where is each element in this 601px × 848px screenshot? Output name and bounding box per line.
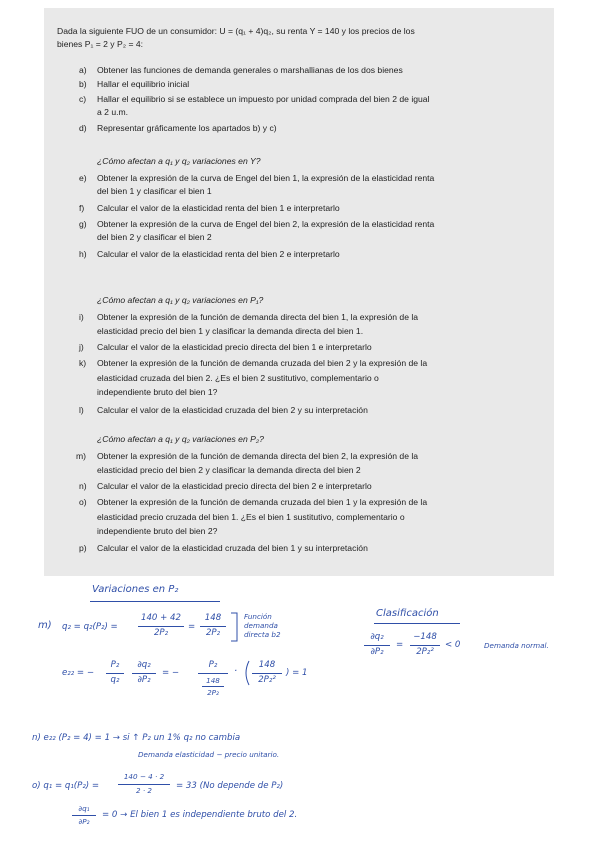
- item-n-line-1: Calcular el valor de la elasticidad precio directa del bien 2 e interpretarlo: [97, 481, 372, 491]
- item-h-line-1: Calcular el valor de la elasticidad renta del bien 2 e interpretarlo: [97, 249, 340, 259]
- notes-e22-eq: = −: [162, 668, 180, 678]
- notes-m-frac1-den: 2P₂: [153, 628, 169, 638]
- item-e-line-2: del bien 1 y clasificar el bien 1: [97, 186, 212, 196]
- item-j-line-1: Calcular el valor de la elasticidad precio directa del bien 1 e interpretarlo: [97, 342, 372, 352]
- notes-o-line-2: = 0 → El bien 1 es independiente bruto del 2.: [102, 810, 298, 820]
- item-label-b: b): [79, 79, 87, 89]
- notes-e22-f3-num: P₂: [208, 660, 218, 670]
- notes-clas-rden: 2P₂²: [416, 647, 434, 657]
- notes-o-d-num: ∂q₁: [78, 804, 90, 813]
- item-p-line-1: Calcular el valor de la elasticidad cruzada del bien 1 y su interpretación: [97, 543, 368, 553]
- item-f-line-1: Calcular el valor de la elasticidad renta del bien 1 e interpretarlo: [97, 203, 340, 213]
- notes-o-num: 140 − 4 · 2: [123, 772, 165, 781]
- notes-m-lhs: q₂ = q₂(P₂) =: [62, 622, 118, 632]
- notes-clas-den: ∂P₂: [370, 647, 384, 657]
- item-label-i: i): [79, 312, 84, 322]
- notes-clas-note: Demanda normal.: [484, 641, 549, 650]
- item-label-p: p): [79, 543, 87, 553]
- notes-n-line-2: Demanda elasticidad − precio unitario.: [138, 750, 280, 759]
- notes-m-note-1: Función: [244, 612, 272, 621]
- notes-o-result: = 33 (No depende de P₂): [176, 781, 284, 791]
- notes-e22-f2-bar: [132, 673, 156, 674]
- item-o-line-2: elasticidad precio cruzada del bien 1. ¿Es el bien 1 sustitutivo, complementario o: [97, 512, 405, 522]
- notes-e22-f3-den: 2P₂: [207, 688, 219, 697]
- notes-o-bar: [118, 784, 170, 785]
- item-c-line-1: Hallar el equilibrio si se establece un impuesto por unidad comprada del bien 2 de igual: [97, 94, 430, 104]
- intro-line-2: bienes P₁ = 2 y P₂ = 4:: [57, 39, 144, 49]
- item-label-o: o): [79, 497, 87, 507]
- notes-heading: Variaciones en P₂: [92, 584, 179, 595]
- item-k-line-1: Obtener la expresión de la función de demanda cruzada del bien 2 y la expresión de la: [97, 358, 428, 368]
- item-label-c: c): [79, 94, 87, 104]
- item-label-a: a): [79, 65, 87, 75]
- notes-clas-underline: [374, 623, 460, 624]
- item-i-line-2: elasticidad precio del bien 1 y clasificar la demanda directa del bien 1.: [97, 326, 364, 336]
- notes-m-frac2-den: 2P₂: [205, 628, 221, 638]
- item-c-line-2: a 2 u.m.: [97, 107, 129, 117]
- notes-clas-eq: =: [396, 640, 404, 650]
- notes-o-line-1: o) q₁ = q₁(P₂) =: [32, 781, 100, 791]
- item-g-line-1: Obtener la expresión de la curva de Engel del bien 2, la expresión de la elasticidad renta: [97, 219, 435, 229]
- notes-o-den: 2 · 2: [136, 786, 152, 795]
- item-b-line-1: Hallar el equilibrio inicial: [97, 79, 190, 89]
- item-label-e: e): [79, 173, 87, 183]
- notes-m-frac2-num: 148: [204, 613, 222, 623]
- item-label-j: j): [79, 342, 84, 352]
- item-a-line-1: Obtener las funciones de demanda generales o marshallianas de los dos bienes: [97, 65, 403, 75]
- question-price-2: ¿Cómo afectan a q₁ y q₂ variaciones en P₂?: [97, 434, 264, 444]
- notes-m-bracket: [229, 611, 241, 643]
- item-m-line-2: elasticidad precio del bien 2 y clasificar la demanda directa del bien 2: [97, 465, 361, 475]
- notes-e22-lhs: e₂₂ = −: [62, 668, 95, 678]
- notes-e22-f3-num2: 148: [206, 676, 220, 685]
- question-income: ¿Cómo afectan a q₁ y q₂ variaciones en Y?: [97, 156, 261, 166]
- notes-e22-f4-den: 2P₂²: [258, 675, 276, 685]
- notes-clas-rnum: −148: [413, 632, 437, 642]
- notes-n-line-1: n) e₂₂ (P₂ = 4) = 1 → si ↑ P₂ un 1% q₂ no cambia: [32, 733, 241, 743]
- notes-e22-f1-bar: [106, 673, 124, 674]
- notes-e22-f3-inner-bar: [202, 686, 224, 687]
- notes-clas-title: Clasificación: [376, 608, 439, 619]
- notes-heading-underline: [90, 601, 220, 602]
- notes-m-frac2-bar: [200, 626, 226, 627]
- notes-m-note-2: demanda: [244, 621, 278, 630]
- notes-e22-f3-bar: [198, 673, 228, 674]
- item-label-k: k): [79, 358, 87, 368]
- notes-clas-rbar: [410, 645, 440, 646]
- item-label-n: n): [79, 481, 87, 491]
- intro-line-1: Dada la siguiente FUO de un consumidor: U = (q₁ + 4)q₂, su renta Y = 140 y los precios de los: [57, 26, 415, 36]
- notes-m-frac1-num: 140 + 42: [140, 613, 181, 623]
- item-label-d: d): [79, 123, 87, 133]
- item-g-line-2: del bien 2 y clasificar el bien 2: [97, 232, 212, 242]
- item-i-line-1: Obtener la expresión de la función de demanda directa del bien 1, la expresión de la: [97, 312, 419, 322]
- notes-clas-num: ∂q₂: [370, 632, 384, 642]
- notes-e22-f2-den: ∂P₂: [137, 675, 151, 685]
- item-d-line-1: Representar gráficamente los apartados b) y c): [97, 123, 277, 133]
- notes-e22-dot: ·: [234, 666, 238, 677]
- item-m-line-1: Obtener la expresión de la función de demanda directa del bien 2, la expresión de la: [97, 451, 419, 461]
- item-k-line-3: independiente bruto del bien 1?: [97, 387, 218, 397]
- item-l-line-1: Calcular el valor de la elasticidad cruzada del bien 2 y su interpretación: [97, 405, 368, 415]
- item-e-line-1: Obtener la expresión de la curva de Engel del bien 1, la expresión de la elasticidad renta: [97, 173, 435, 183]
- notes-e22-f2-num: ∂q₂: [137, 660, 151, 670]
- item-o-line-3: independiente bruto del bien 2?: [97, 526, 218, 536]
- notes-clas-lt: < 0: [445, 640, 461, 650]
- notes-o-d-bar: [72, 815, 96, 816]
- notes-m-label: m): [38, 620, 52, 631]
- notes-o-d-den: ∂P₂: [78, 817, 90, 826]
- notes-e22-f1-den: q₂: [110, 675, 120, 685]
- item-label-h: h): [79, 249, 87, 259]
- question-price-1: ¿Cómo afectan a q₁ y q₂ variaciones en P₁?: [97, 295, 264, 305]
- item-k-line-2: elasticidad cruzada del bien 2. ¿Es el bien 2 sustitutivo, complementario o: [97, 373, 379, 383]
- notes-e22-f1-num: P₂: [110, 660, 120, 670]
- item-label-f: f): [79, 203, 85, 213]
- item-label-g: g): [79, 219, 87, 229]
- notes-m-eq: =: [188, 622, 196, 632]
- item-o-line-1: Obtener la expresión de la función de demanda cruzada del bien 1 y la expresión de la: [97, 497, 428, 507]
- notes-m-note-3: directa b2: [244, 630, 281, 639]
- notes-e22-f4-bar: [252, 673, 282, 674]
- notes-e22-result: ) = 1: [286, 668, 308, 678]
- notes-e22-f4-num: 148: [258, 660, 276, 670]
- item-label-l: l): [79, 405, 84, 415]
- notes-clas-bar: [364, 645, 390, 646]
- item-label-m: m): [76, 451, 87, 461]
- notes-m-frac1-bar: [138, 626, 184, 627]
